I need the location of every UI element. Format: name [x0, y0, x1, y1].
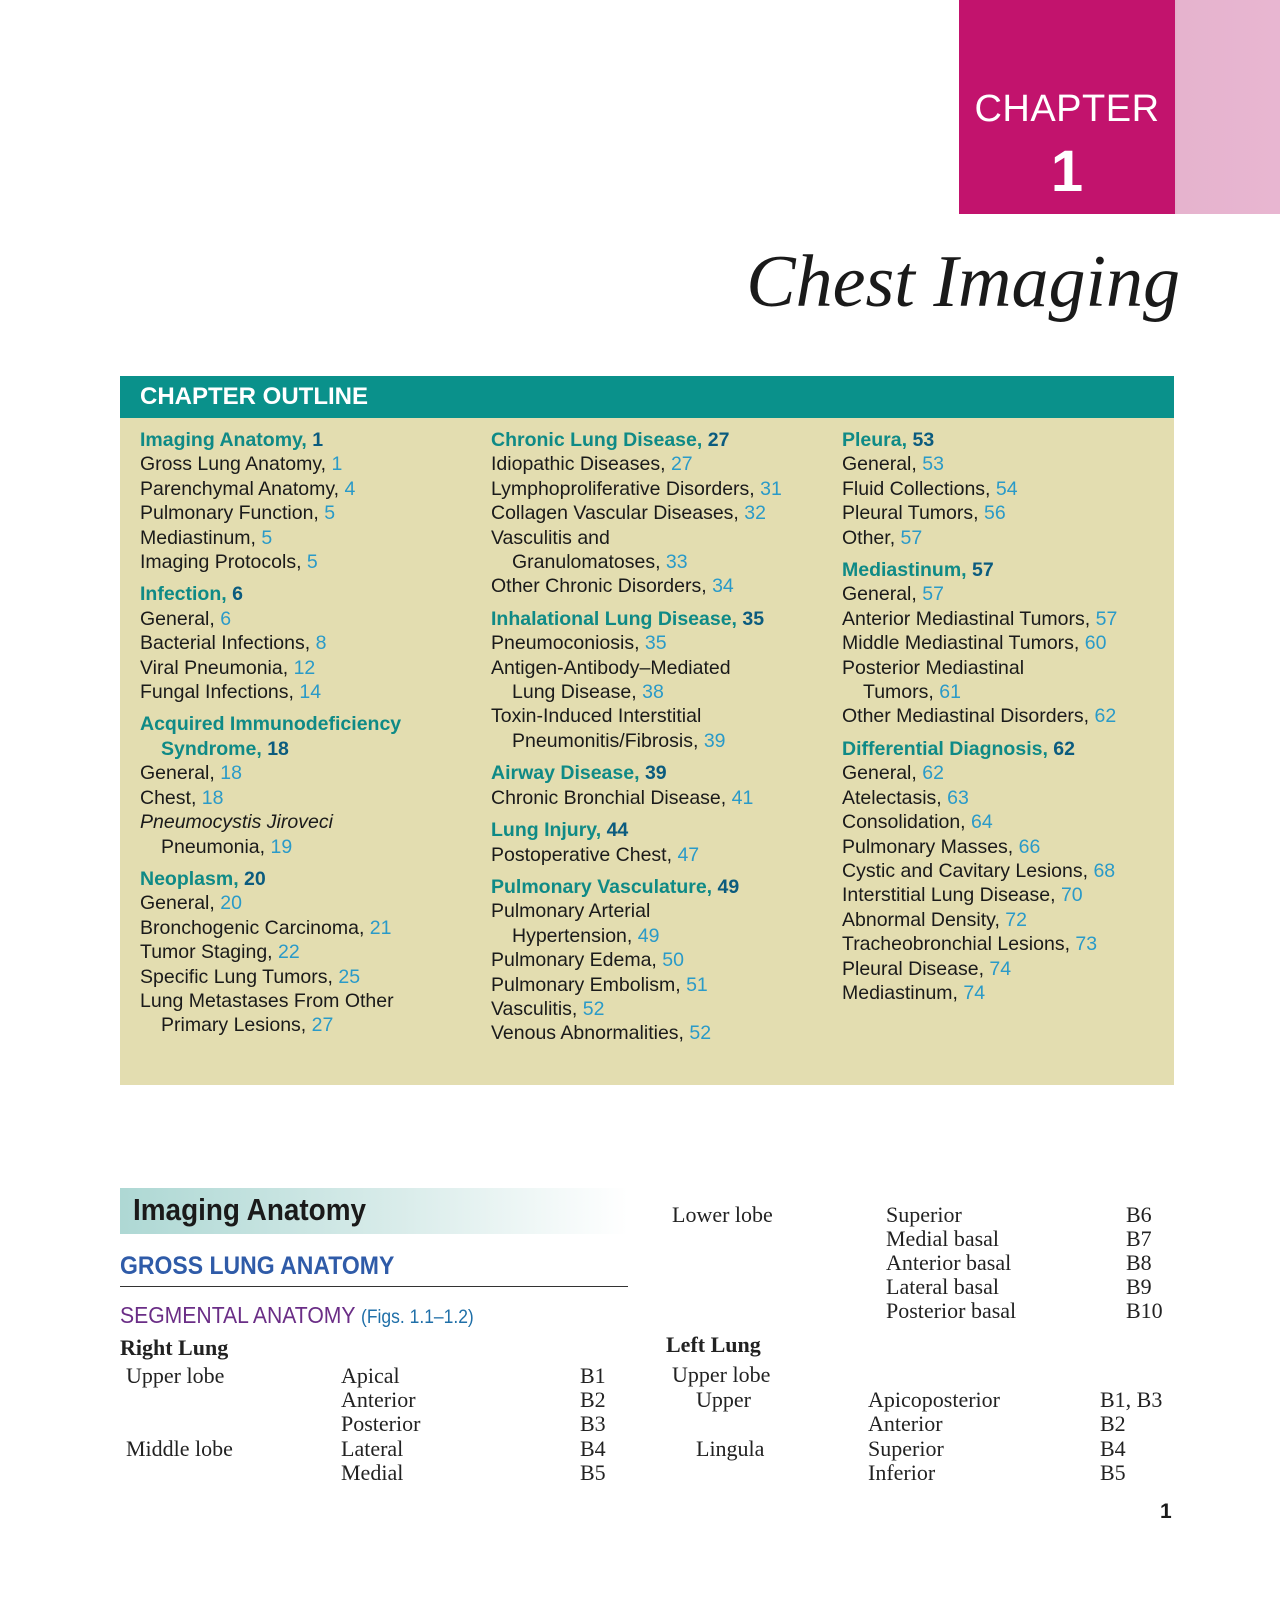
page-ref: 54 — [995, 477, 1018, 500]
page-ref: 4 — [344, 477, 356, 500]
item-text: Pleural Tumors, — [842, 502, 979, 525]
outline-item[interactable] — [842, 786, 1172, 810]
page-ref: 31 — [760, 477, 782, 500]
page-ref: 8 — [315, 632, 327, 655]
outline-item[interactable] — [491, 997, 821, 1021]
outline-column-2 — [491, 428, 821, 1046]
page-ref: 62 — [922, 762, 944, 785]
sublobe-label: Upper — [696, 1387, 751, 1412]
figure-reference[interactable]: (Figs. 1.1–1.2) — [361, 1307, 474, 1328]
outline-item[interactable] — [140, 607, 470, 631]
outline-item[interactable] — [842, 810, 1172, 834]
page-ref: 18 — [201, 786, 224, 809]
left-lung-heading: Left Lung — [666, 1332, 761, 1357]
outline-item-cont[interactable] — [491, 550, 821, 574]
page-ref: 60 — [1084, 632, 1107, 655]
outline-item[interactable]: Pulmonary Arterial — [491, 900, 651, 923]
page-ref: 19 — [270, 835, 293, 858]
item-text: Bronchogenic Carcinoma, — [140, 916, 365, 939]
page-ref: 53 — [922, 453, 944, 476]
item-text: Pulmonary Masses, — [842, 835, 1014, 858]
item-text: Tracheobronchial Lesions, — [842, 933, 1070, 956]
segment-name: Inferior — [868, 1460, 936, 1485]
section-title-text: Differential Diagnosis, — [842, 737, 1048, 760]
segment-code: B4 — [1100, 1436, 1126, 1461]
segment-name: Medial basal — [886, 1226, 1000, 1251]
item-text: Parenchymal Anatomy, — [140, 477, 340, 500]
outline-item[interactable] — [140, 526, 470, 550]
segment-code: B5 — [580, 1460, 606, 1485]
page-ref: 44 — [606, 819, 629, 842]
outline-column-3 — [842, 428, 1172, 1005]
page-ref: 53 — [912, 429, 935, 451]
segment-code: B8 — [1126, 1250, 1152, 1275]
page-ref: 70 — [1060, 884, 1083, 907]
segment-name: Superior — [868, 1436, 944, 1461]
item-text: Anterior Mediastinal Tumors, — [842, 607, 1091, 630]
segment-code: B4 — [580, 1436, 606, 1461]
outline-item[interactable] — [491, 1021, 821, 1045]
outline-section — [491, 607, 821, 753]
section-title-text: Infection, — [140, 583, 227, 606]
chapter-number: 1 — [1050, 139, 1084, 204]
page-ref: 49 — [637, 924, 660, 947]
item-text: Interstitial Lung Disease, — [842, 884, 1056, 907]
item-text: Fluid Collections, — [842, 477, 991, 500]
item-text: Tumor Staging, — [140, 941, 273, 964]
section-title-text: Pleura, — [842, 429, 908, 451]
outline-section — [140, 582, 470, 704]
item-text: Specific Lung Tumors, — [140, 965, 333, 988]
section-title-text: Chronic Lung Disease, — [491, 429, 703, 451]
outline-section — [140, 712, 470, 858]
outline-item[interactable] — [491, 948, 821, 972]
outline-item[interactable] — [140, 761, 470, 785]
outline-item[interactable]: Pneumocystis Jiroveci — [140, 811, 333, 834]
outline-item[interactable] — [842, 908, 1172, 932]
page-number: 1 — [1160, 1500, 1172, 1523]
outline-item[interactable] — [842, 859, 1172, 883]
outline-item[interactable]: Posterior Mediastinal — [842, 656, 1025, 679]
item-text: Viral Pneumonia, — [140, 656, 289, 679]
page-ref: 6 — [220, 607, 232, 630]
item-text: Consolidation, — [842, 811, 966, 834]
section-title-text: Mediastinum, — [842, 559, 967, 582]
right-lung-heading: Right Lung — [120, 1335, 229, 1360]
outline-item[interactable] — [491, 501, 821, 525]
page-ref: 5 — [261, 526, 273, 549]
page-ref: 5 — [324, 502, 336, 525]
page-ref: 14 — [299, 681, 322, 704]
outline-item[interactable] — [140, 452, 470, 476]
segment-name: Lateral basal — [886, 1274, 999, 1299]
outline-item[interactable]: Vasculitis and — [491, 526, 610, 549]
outline-item[interactable] — [140, 631, 470, 655]
outline-item[interactable] — [140, 501, 470, 525]
page-ref: 39 — [644, 762, 667, 785]
page-ref: 41 — [731, 786, 754, 809]
page-ref: 57 — [922, 583, 944, 606]
outline-item[interactable] — [842, 761, 1172, 785]
chapter-tab-edge — [1160, 0, 1280, 214]
item-text: Pulmonary Function, — [140, 502, 319, 525]
segment-code: B9 — [1126, 1274, 1152, 1299]
page-ref: 63 — [947, 786, 969, 809]
item-text: Lymphoproliferative Disorders, — [491, 477, 755, 500]
item-text: Imaging Protocols, — [140, 551, 302, 574]
item-text: Chronic Bronchial Disease, — [491, 786, 727, 809]
page-ref: 5 — [306, 551, 318, 574]
outline-section — [842, 558, 1172, 729]
outline-item[interactable] — [140, 965, 470, 989]
page-ref: 68 — [1093, 859, 1116, 882]
sublobe-label: Lingula — [696, 1436, 765, 1461]
subsection-rule — [120, 1286, 628, 1287]
page-ref: 57 — [900, 526, 923, 549]
page-ref: 49 — [717, 875, 740, 898]
page-ref: 62 — [1094, 705, 1117, 728]
segment-name: Anterior — [868, 1411, 943, 1436]
section-title-text: Neoplasm, — [140, 867, 239, 890]
chapter-outline — [120, 376, 1174, 1085]
lobe-label: Upper lobe — [126, 1363, 225, 1388]
section-title-text: Lung Injury, — [491, 819, 602, 842]
outline-item-cont[interactable] — [491, 729, 821, 753]
segment-name: Lateral — [341, 1436, 404, 1461]
topic-heading — [120, 1302, 474, 1329]
outline-item-cont[interactable] — [140, 835, 470, 859]
item-text: General, — [140, 607, 215, 630]
segment-code: B3 — [580, 1411, 606, 1436]
outline-item[interactable] — [842, 957, 1172, 981]
outline-section — [491, 818, 821, 867]
page-ref: 21 — [369, 916, 392, 939]
page-ref: 72 — [1005, 908, 1027, 931]
segment-code: B1, B3 — [1100, 1387, 1163, 1412]
outline-item[interactable]: Antigen-Antibody–Mediated — [491, 656, 731, 679]
outline-section — [842, 737, 1172, 1005]
section-title-text: Inhalational Lung Disease, — [491, 607, 737, 630]
item-text: Chest, — [140, 786, 197, 809]
item-text: Other Chronic Disorders, — [491, 575, 707, 598]
outline-item-cont[interactable] — [140, 1013, 470, 1037]
item-text: General, — [140, 762, 215, 785]
page-ref: 1 — [331, 453, 343, 476]
outline-item-cont[interactable] — [491, 924, 821, 948]
outline-item[interactable] — [140, 786, 470, 810]
outline-section — [842, 428, 1172, 550]
topic-text: SEGMENTAL ANATOMY — [120, 1302, 356, 1328]
outline-item-cont[interactable] — [491, 680, 821, 704]
item-text: Pneumoconiosis, — [491, 632, 640, 655]
section-title-text: Syndrome, — [161, 737, 262, 760]
outline-section-title[interactable] — [140, 428, 470, 452]
page-ref: 6 — [232, 583, 243, 606]
outline-section — [491, 428, 821, 599]
page-ref: 27 — [707, 429, 730, 451]
outline-item[interactable] — [842, 452, 1172, 476]
outline-item[interactable] — [491, 786, 821, 810]
page-ref: 52 — [582, 997, 605, 1020]
item-text: Primary Lesions, — [161, 1014, 307, 1037]
item-text: Pleural Disease, — [842, 957, 984, 980]
page-ref: 56 — [983, 502, 1006, 525]
lobe-label: Middle lobe — [126, 1436, 233, 1461]
page-ref: 35 — [644, 632, 667, 655]
outline-item[interactable] — [842, 582, 1172, 606]
section-title-text — [140, 737, 470, 761]
page-ref: 20 — [220, 892, 242, 915]
item-text: Fungal Infections, — [140, 681, 294, 704]
page-ref: 39 — [703, 729, 726, 752]
item-text: Lung Disease, — [512, 681, 637, 704]
outline-item[interactable] — [842, 835, 1172, 859]
outline-item[interactable] — [842, 704, 1172, 728]
segment-name: Apicoposterior — [868, 1387, 1000, 1412]
item-text: Hypertension, — [512, 924, 633, 947]
page-ref: 62 — [1053, 737, 1075, 760]
outline-section-title[interactable] — [842, 558, 1172, 582]
item-text: Cystic and Cavitary Lesions, — [842, 859, 1089, 882]
item-text: Venous Abnormalities, — [491, 1022, 684, 1045]
section-title: Imaging Anatomy — [133, 1192, 367, 1227]
item-text: Mediastinum, — [140, 526, 256, 549]
page-ref: 57 — [1095, 607, 1118, 630]
segment-name: Posterior — [341, 1411, 421, 1436]
outline-item[interactable] — [491, 631, 821, 655]
page-ref: 74 — [989, 957, 1012, 980]
outline-item[interactable] — [140, 940, 470, 964]
outline-item[interactable] — [491, 973, 821, 997]
page-ref: 34 — [712, 575, 734, 598]
subsection-title: GROSS LUNG ANATOMY — [120, 1252, 395, 1280]
segment-code: B2 — [580, 1387, 606, 1412]
page-ref: 50 — [662, 949, 684, 972]
outline-item[interactable] — [842, 477, 1172, 501]
section-title-text: Airway Disease, — [491, 762, 640, 785]
outline-item[interactable] — [842, 501, 1172, 525]
outline-item-cont[interactable] — [842, 680, 1172, 704]
page-ref: 32 — [744, 502, 766, 525]
outline-section-title[interactable] — [491, 818, 821, 842]
page-ref: 20 — [244, 867, 266, 890]
segment-code: B2 — [1100, 1411, 1126, 1436]
outline-section — [491, 875, 821, 1046]
page-ref: 12 — [293, 656, 316, 679]
segment-code: B1 — [580, 1363, 606, 1388]
page-ref: 47 — [677, 843, 700, 866]
item-text: General, — [842, 583, 917, 606]
segment-name: Apical — [341, 1363, 400, 1388]
page-ref: 52 — [689, 1022, 712, 1045]
page-ref: 27 — [311, 1014, 334, 1037]
outline-section — [140, 867, 470, 1038]
item-text: Tumors, — [863, 681, 934, 704]
page-ref: 18 — [220, 762, 242, 785]
segment-name: Anterior — [341, 1387, 416, 1412]
page-ref: 66 — [1018, 835, 1041, 858]
outline-section — [140, 428, 470, 574]
item-text: Pulmonary Edema, — [491, 949, 657, 972]
outline-item[interactable]: Toxin-Induced Interstitial — [491, 705, 702, 728]
item-text: Pneumonitis/Fibrosis, — [512, 729, 699, 752]
item-text: Gross Lung Anatomy, — [140, 453, 327, 476]
segment-name: Anterior basal — [886, 1250, 1012, 1275]
outline-item[interactable] — [842, 607, 1172, 631]
page-ref: 73 — [1075, 933, 1098, 956]
outline-section-title[interactable] — [491, 875, 821, 899]
page-ref: 61 — [939, 681, 961, 704]
page-ref: 35 — [742, 607, 765, 630]
item-text: Other, — [842, 526, 896, 549]
outline-section-title[interactable] — [491, 428, 821, 452]
lobe-label: Lower lobe — [672, 1202, 773, 1227]
item-text: Abnormal Density, — [842, 908, 1000, 931]
outline-section-title[interactable] — [140, 867, 470, 891]
outline-item[interactable] — [842, 526, 1172, 550]
page-ref: 57 — [972, 559, 994, 582]
lobe-label: Upper lobe — [672, 1362, 771, 1387]
item-text: Granulomatoses, — [512, 551, 661, 574]
item-text: Postoperative Chest, — [491, 843, 673, 866]
outline-section-title[interactable] — [842, 428, 1172, 452]
outline-item[interactable] — [491, 477, 821, 501]
outline-section-title[interactable] — [491, 761, 821, 785]
outline-section-title[interactable] — [140, 582, 470, 606]
outline-item[interactable] — [140, 891, 470, 915]
outline-column-1 — [140, 428, 470, 1038]
outline-item[interactable] — [842, 981, 1172, 1005]
outline-section — [491, 761, 821, 810]
item-text: Middle Mediastinal Tumors, — [842, 632, 1080, 655]
section-title-text: Pulmonary Vasculature, — [491, 875, 713, 898]
segment-code: B5 — [1100, 1460, 1126, 1485]
outline-item[interactable]: Lung Metastases From Other — [140, 989, 394, 1012]
segment-name: Superior — [886, 1202, 962, 1227]
page-ref: 33 — [665, 551, 688, 574]
outline-item[interactable] — [842, 883, 1172, 907]
page-ref: 64 — [971, 811, 993, 834]
outline-item[interactable] — [842, 631, 1172, 655]
page-ref: 38 — [642, 681, 664, 704]
page-ref: 74 — [963, 981, 986, 1004]
page-ref: 27 — [670, 453, 693, 476]
item-text: Other Mediastinal Disorders, — [842, 705, 1090, 728]
item-text: Mediastinum, — [842, 981, 958, 1004]
outline-item[interactable] — [491, 574, 821, 598]
item-text: Atelectasis, — [842, 786, 942, 809]
outline-item[interactable] — [842, 932, 1172, 956]
outline-section-title[interactable] — [140, 712, 470, 761]
page-ref: 18 — [267, 737, 289, 760]
page-ref: 25 — [338, 965, 361, 988]
item-text: Vasculitis, — [491, 997, 578, 1020]
segment-code: B10 — [1126, 1298, 1163, 1323]
segment-code: B6 — [1126, 1202, 1152, 1227]
outline-item[interactable] — [140, 477, 470, 501]
section-title-text: Imaging Anatomy, — [140, 429, 307, 451]
chapter-title: Chest Imaging — [746, 241, 1180, 323]
outline-section-title[interactable] — [491, 607, 821, 631]
outline-item[interactable] — [140, 916, 470, 940]
item-text: Collagen Vascular Diseases, — [491, 502, 739, 525]
item-text: General, — [842, 762, 917, 785]
segment-code: B7 — [1126, 1226, 1152, 1251]
chapter-label: CHAPTER — [974, 88, 1160, 130]
page-ref: 1 — [312, 429, 324, 451]
item-text: General, — [140, 892, 215, 915]
item-text: Pneumonia, — [161, 835, 266, 858]
page-ref: 22 — [278, 941, 300, 964]
outline-section-title[interactable] — [842, 737, 1172, 761]
outline-item[interactable] — [140, 680, 470, 704]
item-text: Pulmonary Embolism, — [491, 973, 681, 996]
outline-item[interactable] — [140, 550, 470, 574]
item-text: Bacterial Infections, — [140, 632, 311, 655]
outline-item[interactable] — [491, 452, 821, 476]
outline-item[interactable] — [140, 656, 470, 680]
item-text: General, — [842, 453, 917, 476]
section-title-text: Acquired Immunodeficiency — [140, 713, 402, 736]
outline-item[interactable] — [491, 843, 821, 867]
segment-name: Medial — [341, 1460, 404, 1485]
outline-header: CHAPTER OUTLINE — [120, 376, 1174, 418]
segment-name: Posterior basal — [886, 1298, 1017, 1323]
page-ref: 51 — [686, 973, 708, 996]
item-text: Idiopathic Diseases, — [491, 453, 666, 476]
